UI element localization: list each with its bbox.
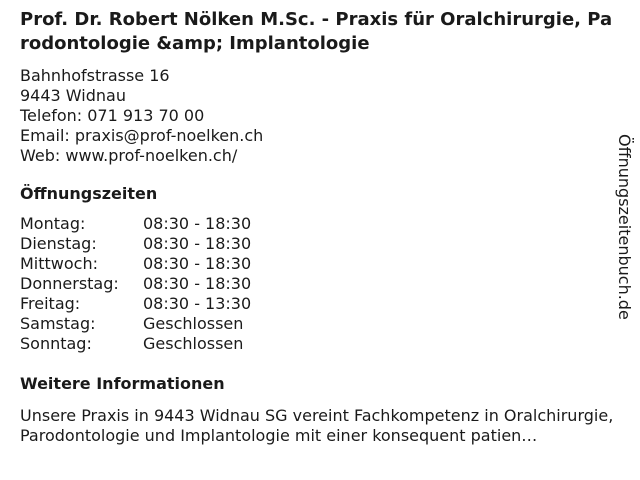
day-time: Geschlossen	[143, 334, 244, 353]
city: 9443 Widnau	[20, 86, 126, 105]
day-label: Samstag:	[20, 314, 96, 333]
web: Web: www.prof-noelken.ch/	[20, 146, 238, 165]
day-label: Sonntag:	[20, 334, 92, 353]
day-label: Mittwoch:	[20, 254, 98, 273]
day-label: Montag:	[20, 214, 86, 233]
hours-row	[20, 314, 251, 334]
email: Email: praxis@prof-noelken.ch	[20, 126, 264, 145]
hours-row	[20, 334, 251, 354]
street: Bahnhofstrasse 16	[20, 66, 170, 85]
day-label: Freitag:	[20, 294, 81, 313]
hours-row	[20, 254, 251, 274]
hours-heading: Öffnungszeiten	[20, 184, 158, 203]
info-text: Unsere Praxis in 9443 Widnau SG vereint Fachkompetenz in Oralchirurgie, Parodontologie und Implantologie mit einer konsequent patien…	[20, 406, 614, 445]
hours-row	[20, 294, 251, 314]
day-time: 08:30 - 18:30	[143, 254, 252, 273]
hours-row	[20, 214, 251, 234]
day-time: Geschlossen	[143, 314, 244, 333]
hours-row	[20, 234, 251, 254]
day-time: 08:30 - 18:30	[143, 214, 252, 233]
day-label: Dienstag:	[20, 234, 97, 253]
phone: Telefon: 071 913 70 00	[20, 106, 205, 125]
hours-row	[20, 274, 251, 294]
hours-table	[20, 214, 251, 354]
day-time: 08:30 - 13:30	[143, 294, 252, 313]
day-time: 08:30 - 18:30	[143, 274, 252, 293]
day-time: 08:30 - 18:30	[143, 234, 252, 253]
day-label: Donnerstag:	[20, 274, 119, 293]
address-block	[20, 66, 263, 166]
site-watermark: Öffnungszeitenbuch.de	[615, 134, 634, 320]
page-title: Prof. Dr. Robert Nölken M.Sc. - Praxis für Oralchirurgie, Parodontologie &amp; Implantologie	[20, 9, 613, 54]
info-heading: Weitere Informationen	[20, 374, 225, 393]
